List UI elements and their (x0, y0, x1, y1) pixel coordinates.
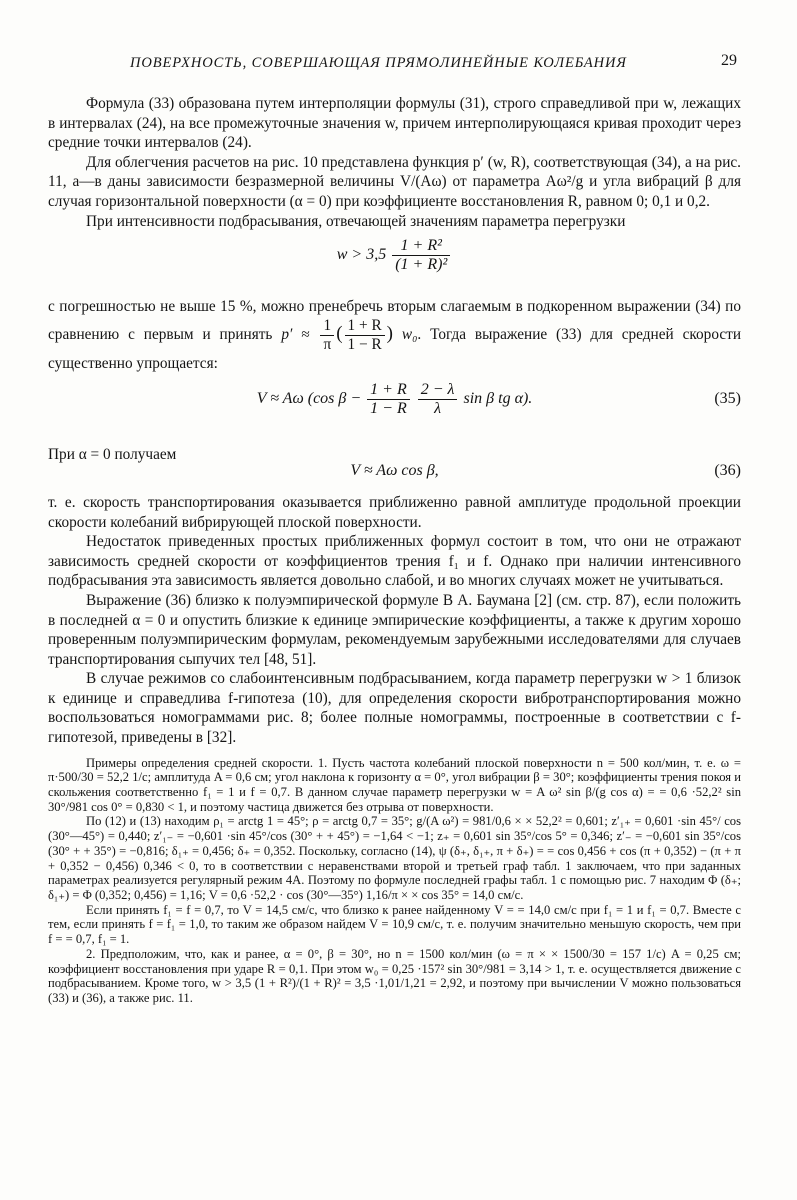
ineq-fraction (392, 237, 450, 274)
paragraph-6: т. е. скорость транспортирования оказывается приближенно равной амплитуде продольной проекции скорости колебаний вибрирующей плоской поверхности. (48, 493, 741, 531)
examples-block (48, 756, 741, 1006)
paragraph-9: В случае режимов со слабоинтенсивным подбрасыванием, когда параметр перегрузки w > 1 близок к единице и справедлива f-гипотеза (10), для определения скорости вибротранспортирования можно воспользоваться номограммами рис. 8; более полные номограммы, построенные в соответствии с f-гипотезой, приведены в [32]. (48, 670, 741, 747)
paragraph-3: При интенсивности подбрасывания, отвечающей значениям параметра перегрузки (86, 212, 626, 230)
p-prime-pi: π (323, 335, 332, 353)
ineq-numerator: 1 + R² (392, 237, 450, 256)
paragraph-4: с погрешностью не выше 15 %, можно пренебречь вторым слагаемым в подкоренном выражении (34) по сравнению с первым и принять p′ ≈ $\frac{1}{\pi}$ ( $\frac{1 + R}{1 - R}$ ) w₀. Тогда выражение (33) для средней скорости существенно упрощается: (48, 298, 742, 372)
example-1-solution: По (12) и (13) находим ρ₁ = arctg 1 = 45°; ρ = arctg 0,7 = 35°; g/(A ω²) = 981/0,6 × × 52,2² = 0,601; z′₁₊ = 0,601 ·sin 45°/ cos (30°—45°) = 0,440; z′₁₋ = −0,601 ·sin 45°/cos (30° + + 45°) = −1,64 < −1; z₊ = 0,601 sin 35°/cos 5° = 0,346; z′₋ = −0,601 sin 35°/cos (30° + + 35°) = −0,816; δ₁₊ = 0,456; δ₊ = 0,352. Поскольку, согласно (14), ψ (δ₊, δ₁₊, π + δ₊) = = cos 0,456 + cos (π + 0,352) − (π + π + 0,352 − 0,456) 0,346 < 0, то в соответствии с неравенствами второй и третьей граф табл. 1 заключаем, что при заданных параметрах реализуется регулярный режим 4А. Поэтому по формуле последней графы табл. 1 с помощью рис. 7 находим Φ (δ₊; δ₁₊) = Φ (0,352; 0,456) = 1,16; V = 0,6 ·52,2 · cos (30°—35°) 1,16/π × × cos 35° = 14,0 см/с. (48, 814, 741, 902)
p-prime-tail: w₀ (401, 325, 418, 343)
p-prime-fraction-1 (320, 317, 334, 354)
eq35-f2-num: 2 − λ (418, 381, 458, 400)
eq35-left: V ≈ Aω (cos β − (256, 390, 362, 408)
ineq-denominator: (1 + R)² (395, 256, 448, 274)
equation-35 (48, 373, 741, 445)
paragraph-2: Для облегчения расчетов на рис. 10 представлена функция p′ (w, R), соответствующая (34), а на рис. 11, а—в даны зависимости безразмерной величины V/(Aω) от параметра Aω²/g и угла вибраций β для случая горизонтальной поверхности (α = 0) при коэффициенте восстановления R, равном 0; 0,1 и 0,2. (48, 153, 741, 210)
example-1: Примеры определения средней скорости. 1. Пусть частота колебаний плоской поверхности n = 500 кол/мин, т. е. ω = π·500/30 = 52,2 1/с; амплитуда A = 0,6 см; угол наклона к горизонту α = 0°, угол вибрации β = 30°; коэффициенты трения покоя и скольжения соответственно f₁ = 1 и f = 0,7. В данном случае параметр перегрузки w = A ω² sin β/(g cos α) = = 0,6 ·52,2² sin 30°/981 cos 0° = 0,830 < 1, и поэтому частица движется без отрыва от поверхности. (48, 755, 741, 814)
running-title: ПОВЕРХНОСТЬ, СОВЕРШАЮЩАЯ ПРЯМОЛИНЕЙНЫЕ КОЛЕБАНИЯ (130, 55, 627, 71)
eq35-f2-den: λ (434, 400, 442, 418)
p-prime-num: 1 + R (345, 317, 385, 336)
eq35-right: sin β tg α). (463, 390, 533, 408)
eq35-fraction-1 (367, 381, 410, 418)
equation-36 (48, 457, 741, 493)
example-1-comparison: Если принять f₁ = f = 0,7, то V = 14,5 см/с, что близко к ранее найденному V = = 14,0 см/с при f₁ = 1 и f₁ = 0,7. Вместе с тем, если принять f = f₁ = 1,0, то таким же образом найдем V = 10,9 см/с, т. е. получим значительно меньшую скорость, чем при f = = 0,7, f₁ = 1. (48, 902, 741, 947)
paragraph-1: Формула (33) образована путем интерполяции формулы (31), строго справедливой при w, лежащих в интервалах (24), на все промежуточные значения w, причем интерполирующаяся кривая проходит через средние точки интервалов (24). (48, 95, 741, 152)
example-2: 2. Предположим, что, как и ранее, α = 0°, β = 30°, но n = 1500 кол/мин (ω = π × × 1500/30 = 157 1/с) A = 0,25 см; коэффициент восстановления при ударе R = 0,1. При этом w₀ = 0,25 ·157² sin 30°/981 = 3,14 > 1, т. е. осуществляется движение с подбрасыванием. Кроме того, w > 3,5 (1 + R²)/(1 + R)² = 3,5 ·1,01/1,21 = 2,92, и поэтому при вычислении V можно пользоваться (33) и (36), а также рис. 11. (48, 946, 741, 1005)
eq36-number: (36) (714, 461, 741, 479)
running-header (0, 52, 797, 76)
p-prime-den: 1 − R (347, 335, 382, 353)
main-text (48, 94, 741, 1006)
p-prime-one: 1 (320, 317, 334, 336)
page-number: 29 (721, 52, 737, 69)
eq35-f1-den: 1 − R (370, 400, 407, 418)
eq35-number: (35) (714, 390, 741, 408)
overload-inequality (48, 231, 741, 297)
paragraph-8: Выражение (36) близко к полуэмпирической формуле В А. Баумана [2] (см. стр. 87), если положить в последней α = 0 и опустить близкие к единице эмпирические коэффициенты, а также к другим хорошо проверенным полуэмпирическим формулам, рекомендуемым зарубежными исследователями для случаев транспортирования сыпучих тел [48, 51]. (48, 591, 741, 668)
eq35-fraction-2 (418, 381, 458, 418)
paragraph-5: При α = 0 получаем (48, 446, 177, 464)
eq36-body: V ≈ Aω cos β, (350, 461, 439, 479)
paragraph-4-start: с погрешностью не выше 15 %, можно пренебречь вторым слагаемым в подкоренном выражении (34) по сравнению с первым и принять (48, 298, 741, 343)
paragraph-7: Недостаток приведенных простых приближенных формул состоит в том, что они не отражают зависимость средней скорости от коэффициентов трения f₁ и f. Однако при наличии интенсивного подбрасывания эта зависимость является довольно слабой, и во многих случаях может не учитываться. (48, 533, 741, 590)
p-prime-fraction-2 (345, 317, 385, 354)
p-prime-approx: p′ ≈ (281, 325, 310, 343)
paragraph-4-end: . Тогда выражение (33) для средней скорости существенно упрощается: (48, 325, 742, 372)
eq35-f1-num: 1 + R (367, 381, 410, 400)
ineq-left: w > 3,5 (336, 246, 387, 264)
